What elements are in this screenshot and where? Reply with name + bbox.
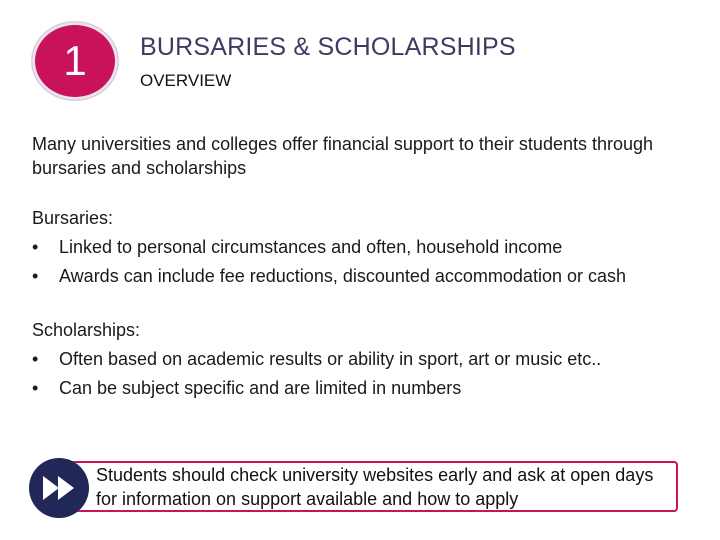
list-item-text: Awards can include fee reductions, discounted accommodation or cash xyxy=(59,266,626,286)
fast-forward-icon xyxy=(39,473,79,503)
bursaries-heading: Bursaries: xyxy=(32,208,114,228)
list-item xyxy=(32,262,702,291)
fast-forward-button[interactable] xyxy=(29,458,89,518)
fast-forward-icon-bg xyxy=(29,458,89,518)
scholarships-list xyxy=(32,345,702,403)
scholarships-heading: Scholarships: xyxy=(32,320,141,340)
intro-paragraph: Many universities and colleges offer financial support to their students through bursaries and scholarships xyxy=(32,134,654,178)
section-number: 1 xyxy=(63,37,87,84)
list-item-text: Can be subject specific and are limited in numbers xyxy=(59,378,462,398)
page-subtitle: OVERVIEW xyxy=(140,71,232,90)
bursaries-section xyxy=(32,204,702,291)
bullet-icon: • xyxy=(32,237,39,257)
scholarships-section xyxy=(32,316,702,403)
section-number-badge xyxy=(32,22,118,100)
bullet-icon: • xyxy=(32,378,39,398)
list-item xyxy=(32,374,702,403)
bullet-icon: • xyxy=(32,349,39,369)
callout-text: Students should check university websites early and ask at open days for information on support available and how to apply xyxy=(96,465,654,509)
bursaries-list xyxy=(32,233,702,291)
page-title: BURSARIES & SCHOLARSHIPS xyxy=(140,33,516,61)
list-item-text: Linked to personal circumstances and often, household income xyxy=(59,237,563,257)
list-item xyxy=(32,345,702,374)
bullet-icon: • xyxy=(32,266,39,286)
list-item-text: Often based on academic results or ability in sport, art or music etc.. xyxy=(59,349,602,369)
list-item xyxy=(32,233,702,262)
